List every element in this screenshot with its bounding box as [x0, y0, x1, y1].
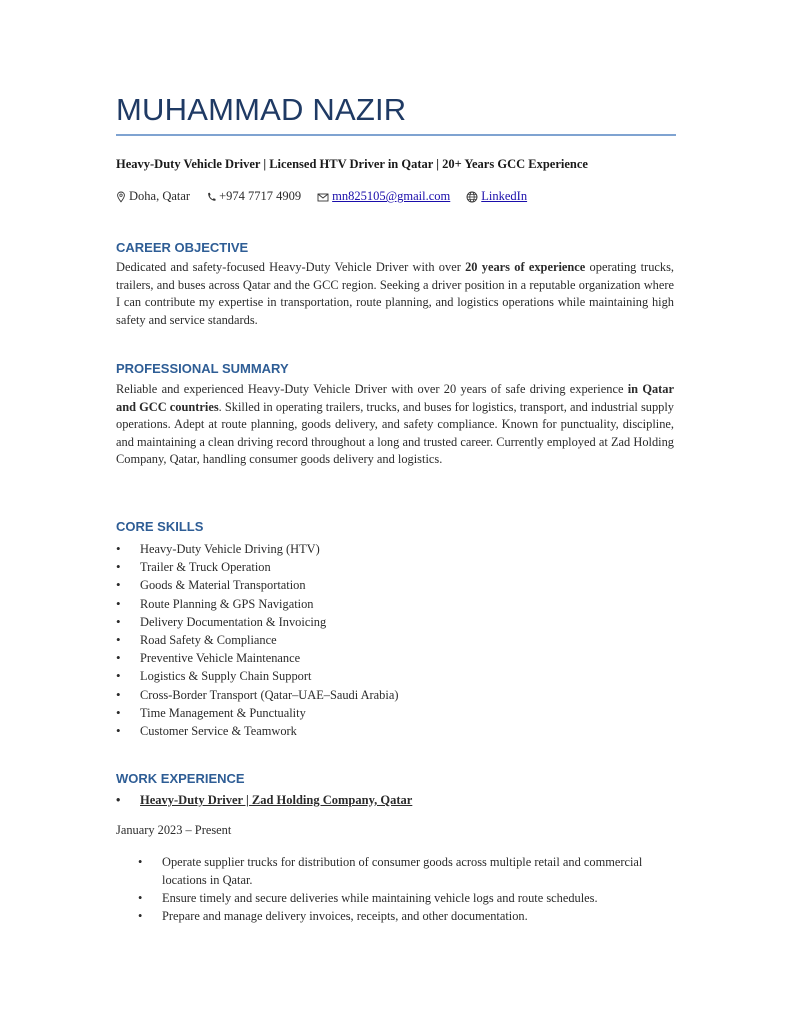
professional-summary-heading: PROFESSIONAL SUMMARY [116, 361, 289, 376]
job-bullet: • [116, 793, 121, 807]
core-skills-list [116, 540, 398, 740]
job-title-text: Heavy-Duty Driver | Zad Holding Company, Qatar [140, 793, 413, 807]
list-item: • Preventive Vehicle Maintenance [116, 649, 398, 667]
summary-text-1: Reliable and experienced Heavy-Duty Vehicle Driver with over 20 years of safe driving experience [116, 382, 628, 396]
contact-phone [206, 189, 301, 204]
phone-icon [206, 191, 216, 203]
location-text: Doha, Qatar [129, 189, 191, 203]
linkedin-link[interactable]: LinkedIn [481, 189, 528, 203]
list-item: • Logistics & Supply Chain Support [116, 667, 398, 685]
header-divider [116, 134, 676, 136]
professional-summary-text [116, 381, 674, 469]
phone-text: +974 7717 4909 [219, 189, 302, 203]
job-title [116, 793, 412, 808]
career-objective-text [116, 259, 674, 329]
career-objective-heading: CAREER OBJECTIVE [116, 240, 249, 255]
job-dates: January 2023 – Present [116, 823, 232, 837]
core-skills-heading: CORE SKILLS [116, 519, 204, 534]
list-item: • Prepare and manage delivery invoices, receipts, and other documentation. [138, 907, 658, 925]
professional-headline: Heavy-Duty Vehicle Driver | Licensed HTV Driver in Qatar | 20+ Years GCC Experience [116, 157, 588, 171]
candidate-name: MUHAMMAD NAZIR [116, 92, 407, 127]
job-duties-list [138, 853, 658, 925]
location-pin-icon [116, 191, 126, 203]
summary-text-2: . Skilled in operating trailers, trucks, and buses for logistics, transport, and industrial supply operations. Adept at route planning, goods delivery, and safety compliance. Known for punctuality, discipline, and maintaining a clean driving record throughout a long and trusted career. Currently employed at Zad Holding Company, Qatar, handling consumer goods delivery and logistics. [116, 399, 674, 466]
list-item: • Trailer & Truck Operation [116, 558, 398, 576]
globe-icon [466, 191, 478, 203]
list-item: • Delivery Documentation & Invoicing [116, 613, 398, 631]
email-link[interactable]: mn825105@gmail.com [332, 189, 451, 203]
list-item: • Goods & Material Transportation [116, 576, 398, 594]
list-item: • Ensure timely and secure deliveries while maintaining vehicle logs and route schedules. [138, 889, 658, 907]
work-experience-heading: WORK EXPERIENCE [116, 771, 245, 786]
list-item: • Cross-Border Transport (Qatar–UAE–Saudi Arabia) [116, 686, 398, 704]
career-objective-text-2: operating trucks, trailers, and buses across Qatar and the GCC region. Seeking a driver position in a reputable organization where I can contribute my expertise in transportation, route planning, and logistics operations while maintaining high safety and service standards. [116, 260, 674, 327]
list-item: • Heavy-Duty Vehicle Driving (HTV) [116, 540, 398, 558]
contact-line [116, 189, 543, 204]
list-item: • Route Planning & GPS Navigation [116, 595, 398, 613]
career-objective-text-1: Dedicated and safety-focused Heavy-Duty Vehicle Driver with over [116, 260, 466, 274]
contact-email [317, 189, 450, 204]
list-item: • Time Management & Punctuality [116, 704, 398, 722]
contact-location [116, 189, 190, 204]
list-item: • Customer Service & Teamwork [116, 722, 398, 740]
contact-linkedin [466, 189, 527, 204]
list-item: • Road Safety & Compliance [116, 631, 398, 649]
summary-text-bold: in Qatar and GCC countries [116, 382, 674, 414]
list-item: • Operate supplier trucks for distribution of consumer goods across multiple retail and commercial locations in Qatar. [138, 853, 658, 889]
career-objective-text-bold: 20 years of experience [465, 260, 586, 274]
mail-icon [317, 191, 329, 203]
